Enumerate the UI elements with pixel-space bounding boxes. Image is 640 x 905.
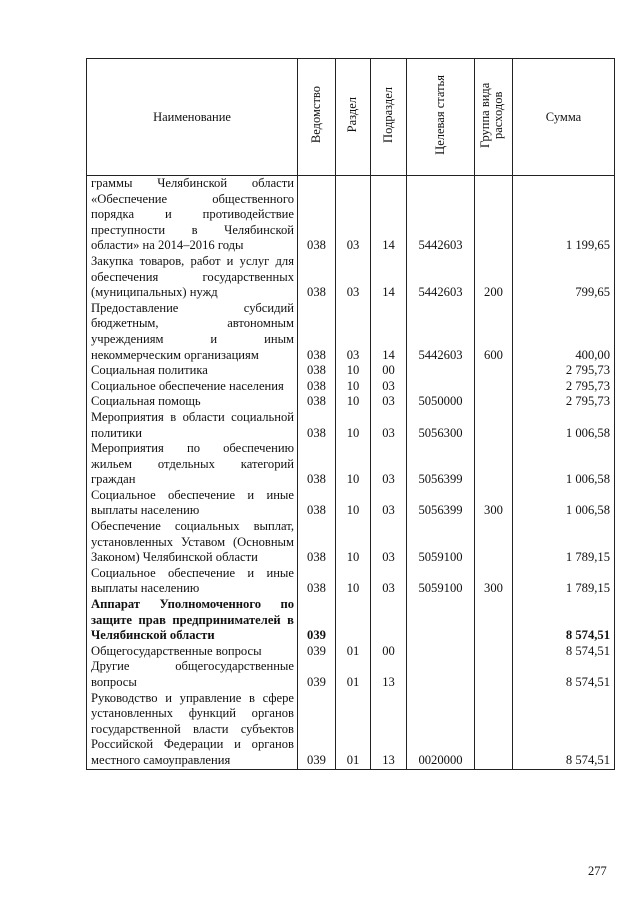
cell-section: 10 xyxy=(336,394,371,410)
cell-section: 03 xyxy=(336,254,371,301)
cell-amount: 1 006,58 xyxy=(513,488,615,519)
cell-subsection: 03 xyxy=(371,379,407,395)
cell-amount: 799,65 xyxy=(513,254,615,301)
cell-dept: 039 xyxy=(298,644,336,660)
cell-amount: 1 789,15 xyxy=(513,519,615,566)
cell-amount: 2 795,73 xyxy=(513,363,615,379)
cell-dept: 038 xyxy=(298,254,336,301)
cell-section: 10 xyxy=(336,363,371,379)
cell-subsection: 13 xyxy=(371,659,407,690)
header-expense-group: Группа вида расходов xyxy=(475,59,513,176)
table-row xyxy=(87,394,615,410)
cell-subsection: 03 xyxy=(371,519,407,566)
cell-expense-group xyxy=(475,519,513,566)
cell-name: Обеспечение социальных выплат, установленных Уставом (Основным Законом) Челябинской области xyxy=(87,519,298,566)
cell-expense-group xyxy=(475,176,513,254)
cell-amount: 2 795,73 xyxy=(513,379,615,395)
table-row xyxy=(87,691,615,769)
cell-name: Социальное обеспечение и иные выплаты населению xyxy=(87,566,298,597)
cell-section: 10 xyxy=(336,519,371,566)
cell-subsection: 03 xyxy=(371,410,407,441)
cell-expense-group: 200 xyxy=(475,254,513,301)
cell-dept: 039 xyxy=(298,597,336,644)
cell-name: граммы Челябинской области «Обеспечение общественного порядка и противодействие преступности в Челябинской области» на 2014–2016 годы xyxy=(87,176,298,254)
cell-target xyxy=(407,363,475,379)
cell-target: 5059100 xyxy=(407,566,475,597)
cell-target: 0020000 xyxy=(407,691,475,769)
cell-section: 10 xyxy=(336,566,371,597)
cell-target xyxy=(407,644,475,660)
cell-name: Общегосударственные вопросы xyxy=(87,644,298,660)
cell-section: 03 xyxy=(336,176,371,254)
table-row xyxy=(87,597,615,644)
cell-expense-group xyxy=(475,363,513,379)
cell-name: Социальная политика xyxy=(87,363,298,379)
header-name: Наименование xyxy=(87,59,298,176)
cell-name: Социальная помощь xyxy=(87,394,298,410)
cell-dept: 038 xyxy=(298,176,336,254)
cell-amount: 1 006,58 xyxy=(513,441,615,488)
cell-section: 10 xyxy=(336,441,371,488)
cell-subsection: 03 xyxy=(371,394,407,410)
cell-target: 5056300 xyxy=(407,410,475,441)
cell-subsection: 14 xyxy=(371,301,407,363)
cell-target: 5056399 xyxy=(407,488,475,519)
cell-dept: 038 xyxy=(298,394,336,410)
table-header xyxy=(87,59,615,176)
cell-expense-group xyxy=(475,691,513,769)
table-row xyxy=(87,519,615,566)
cell-target xyxy=(407,379,475,395)
cell-name: Аппарат Уполномоченного по защите прав предпринимателей в Челябинской области xyxy=(87,597,298,644)
cell-dept: 038 xyxy=(298,363,336,379)
cell-subsection: 03 xyxy=(371,566,407,597)
cell-amount: 8 574,51 xyxy=(513,597,615,644)
cell-section: 10 xyxy=(336,488,371,519)
cell-target: 5056399 xyxy=(407,441,475,488)
cell-dept: 039 xyxy=(298,691,336,769)
cell-expense-group xyxy=(475,644,513,660)
cell-target: 5442603 xyxy=(407,176,475,254)
table-body xyxy=(87,176,615,770)
budget-table-sheet xyxy=(86,58,614,770)
table-row xyxy=(87,659,615,690)
cell-subsection: 03 xyxy=(371,441,407,488)
cell-dept: 038 xyxy=(298,566,336,597)
cell-expense-group xyxy=(475,394,513,410)
cell-target: 5050000 xyxy=(407,394,475,410)
cell-expense-group xyxy=(475,659,513,690)
cell-subsection: 03 xyxy=(371,488,407,519)
cell-subsection: 14 xyxy=(371,176,407,254)
table-row xyxy=(87,410,615,441)
cell-section: 10 xyxy=(336,379,371,395)
cell-name: Мероприятия по обеспечению жильем отдельных категорий граждан xyxy=(87,441,298,488)
cell-amount: 400,00 xyxy=(513,301,615,363)
table-row xyxy=(87,441,615,488)
cell-subsection xyxy=(371,597,407,644)
cell-target: 5442603 xyxy=(407,301,475,363)
cell-target xyxy=(407,659,475,690)
cell-expense-group: 600 xyxy=(475,301,513,363)
cell-dept: 038 xyxy=(298,519,336,566)
cell-name: Социальное обеспечение и иные выплаты населению xyxy=(87,488,298,519)
cell-expense-group: 300 xyxy=(475,566,513,597)
cell-section: 01 xyxy=(336,659,371,690)
cell-expense-group xyxy=(475,441,513,488)
cell-name: Другие общегосударственные вопросы xyxy=(87,659,298,690)
cell-section: 01 xyxy=(336,644,371,660)
cell-subsection: 00 xyxy=(371,363,407,379)
table-row xyxy=(87,254,615,301)
cell-amount: 1 006,58 xyxy=(513,410,615,441)
table-row xyxy=(87,176,615,254)
table-row xyxy=(87,301,615,363)
cell-expense-group: 300 xyxy=(475,488,513,519)
cell-dept: 038 xyxy=(298,441,336,488)
cell-amount: 8 574,51 xyxy=(513,659,615,690)
budget-table xyxy=(86,58,615,770)
cell-dept: 038 xyxy=(298,379,336,395)
header-section: Раздел xyxy=(336,59,371,176)
cell-amount: 2 795,73 xyxy=(513,394,615,410)
cell-target: 5059100 xyxy=(407,519,475,566)
header-amount: Сумма xyxy=(513,59,615,176)
cell-expense-group xyxy=(475,410,513,441)
cell-section xyxy=(336,597,371,644)
cell-name: Предоставление субсидий бюджетным, автономным учреждениям и иным некоммерческим организациям xyxy=(87,301,298,363)
table-row xyxy=(87,644,615,660)
header-dept: Ведомство xyxy=(298,59,336,176)
cell-target: 5442603 xyxy=(407,254,475,301)
cell-amount: 1 199,65 xyxy=(513,176,615,254)
cell-subsection: 00 xyxy=(371,644,407,660)
cell-amount: 8 574,51 xyxy=(513,644,615,660)
cell-name: Мероприятия в области социальной политики xyxy=(87,410,298,441)
cell-dept: 038 xyxy=(298,301,336,363)
cell-section: 03 xyxy=(336,301,371,363)
cell-name: Руководство и управление в сфере установленных функций органов государственной власти субъектов Российской Федерации и органов местного самоуправления xyxy=(87,691,298,769)
table-row xyxy=(87,488,615,519)
table-row xyxy=(87,363,615,379)
cell-expense-group xyxy=(475,597,513,644)
cell-subsection: 14 xyxy=(371,254,407,301)
cell-name: Социальное обеспечение населения xyxy=(87,379,298,395)
cell-subsection: 13 xyxy=(371,691,407,769)
table-row xyxy=(87,566,615,597)
header-target: Целевая статья xyxy=(407,59,475,176)
cell-section: 01 xyxy=(336,691,371,769)
header-subsection: Подраздел xyxy=(371,59,407,176)
cell-name: Закупка товаров, работ и услуг для обеспечения государственных (муниципальных) нужд xyxy=(87,254,298,301)
cell-expense-group xyxy=(475,379,513,395)
cell-dept: 038 xyxy=(298,488,336,519)
cell-target xyxy=(407,597,475,644)
table-row xyxy=(87,379,615,395)
cell-amount: 1 789,15 xyxy=(513,566,615,597)
cell-section: 10 xyxy=(336,410,371,441)
cell-amount: 8 574,51 xyxy=(513,691,615,769)
cell-dept: 038 xyxy=(298,410,336,441)
page-number: 277 xyxy=(588,864,607,878)
cell-dept: 039 xyxy=(298,659,336,690)
